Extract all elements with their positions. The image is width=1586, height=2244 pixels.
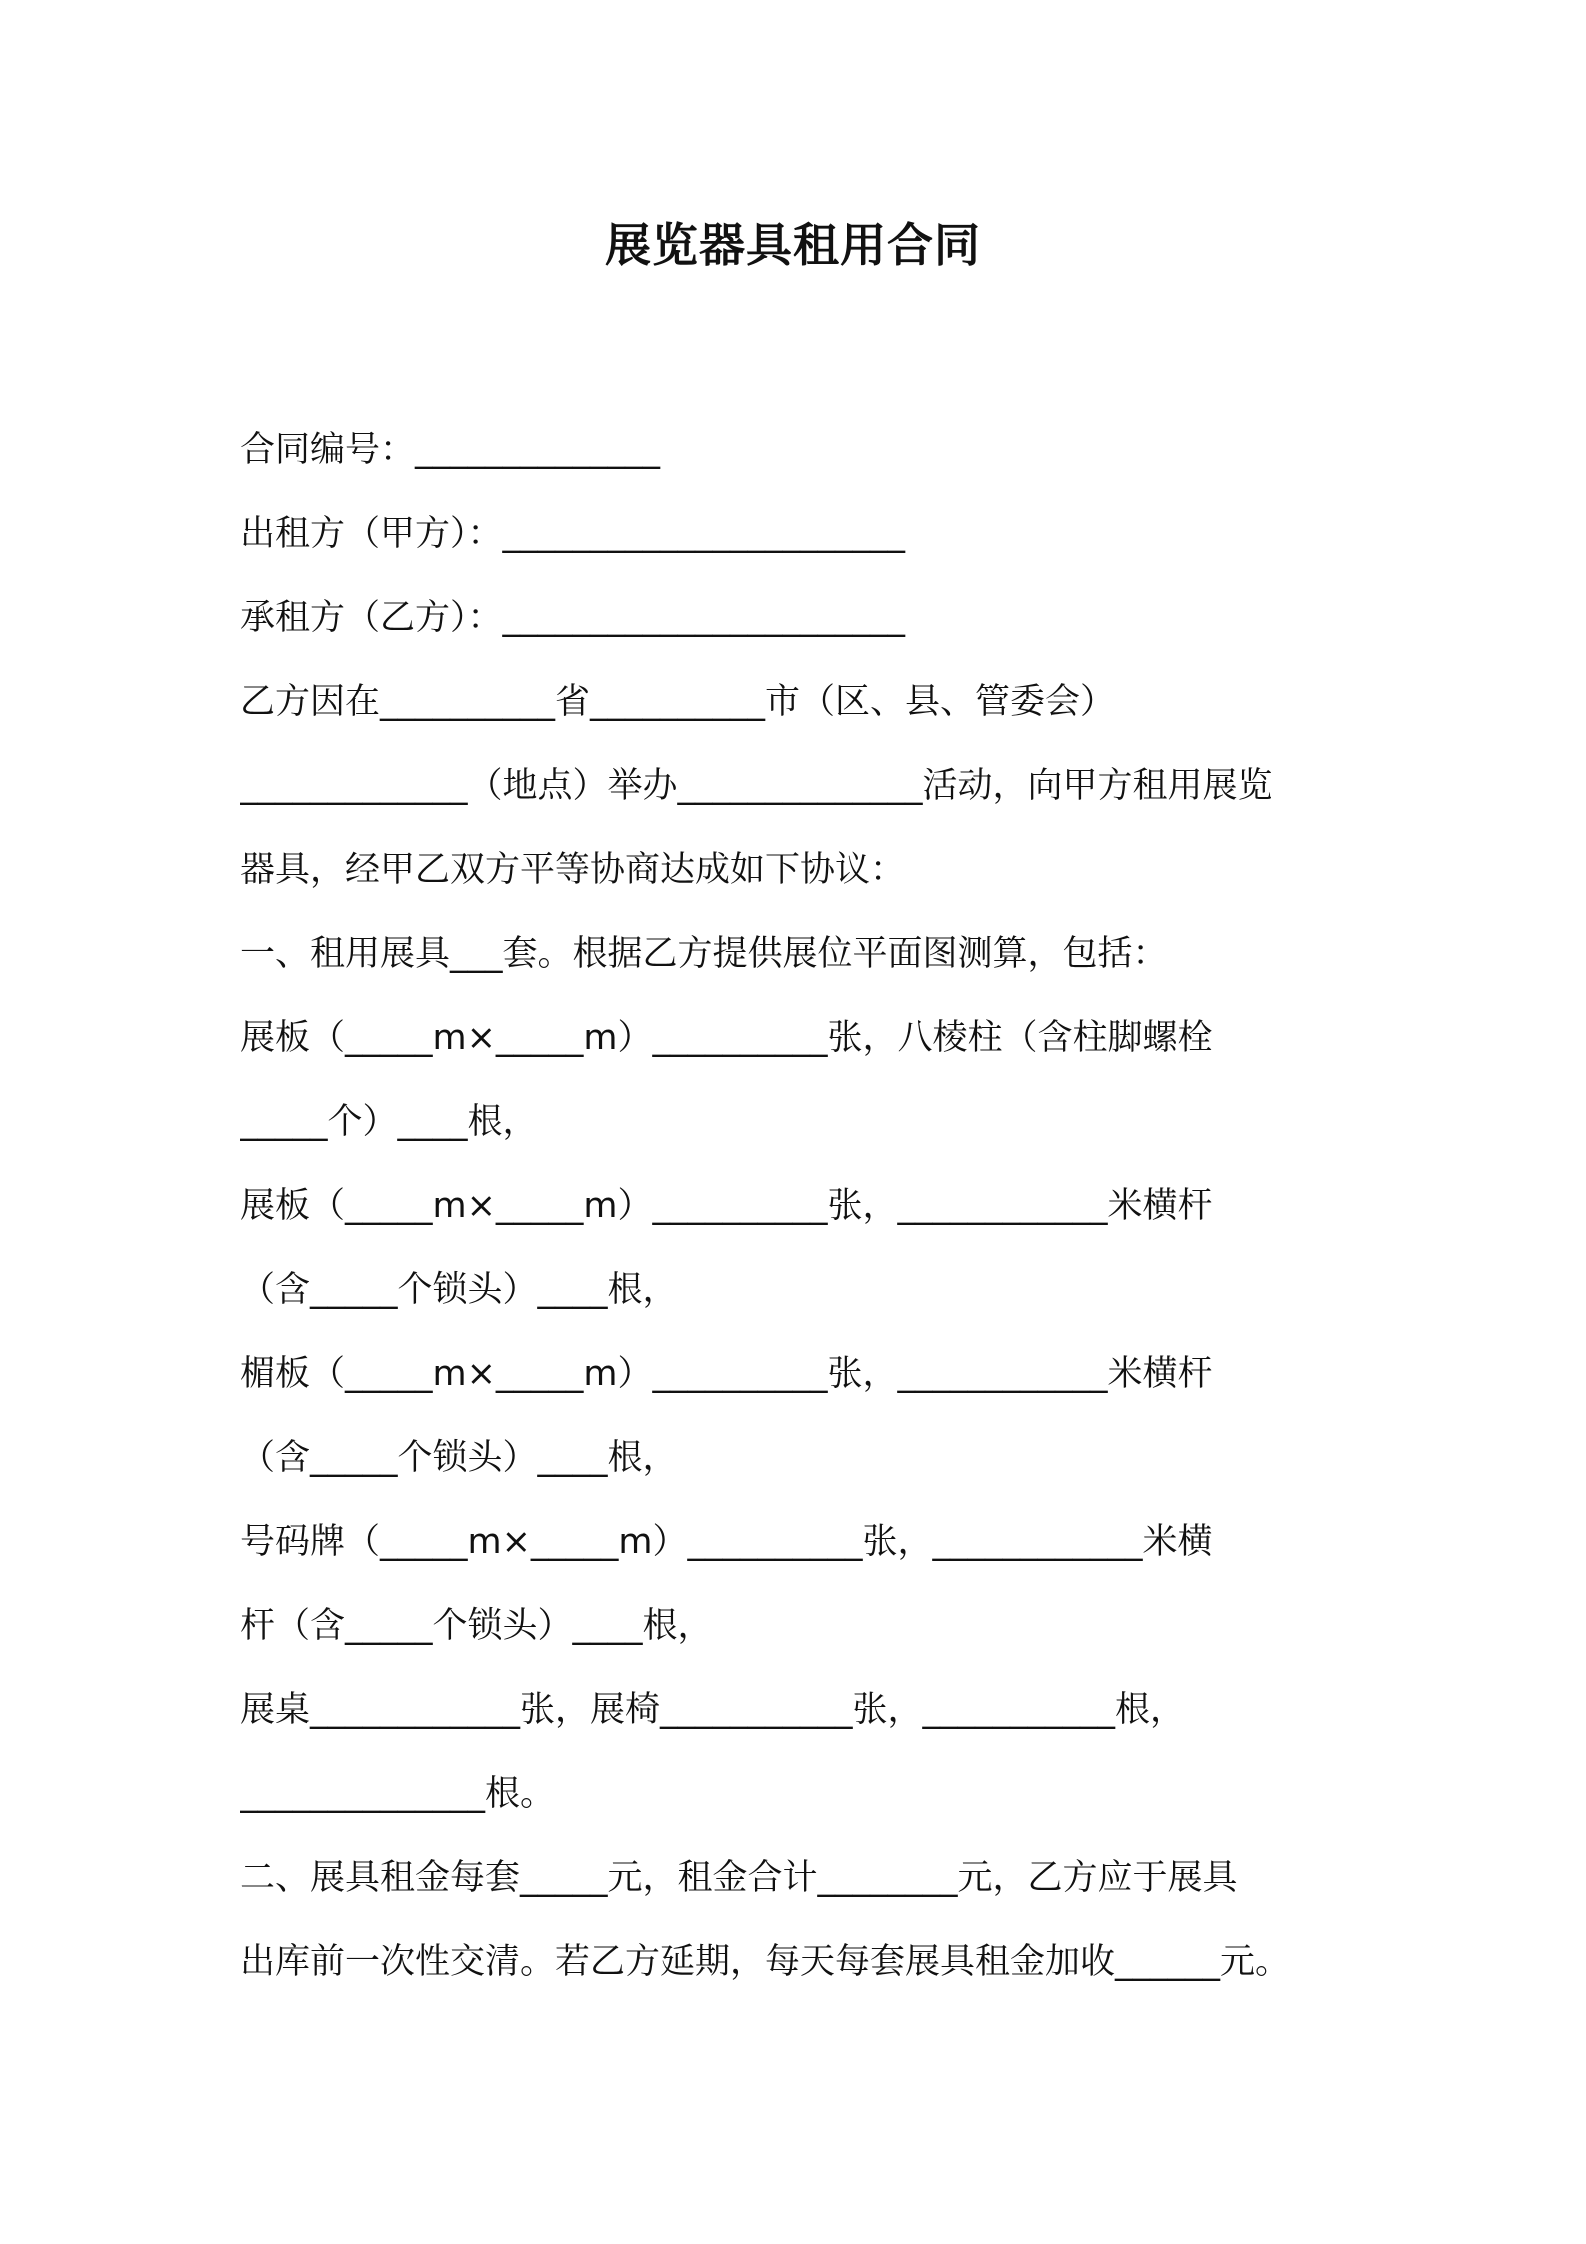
- document-title: 展览器具租用合同: [605, 218, 981, 272]
- document-body: [240, 408, 1370, 2004]
- preamble-line-2: _____________（地点）举办______________活动，向甲方租用展览: [240, 766, 1273, 806]
- preamble-line-1: 乙方因在__________省__________市（区、县、管委会）: [240, 682, 1116, 722]
- clause-1-item-2b: （含_____个锁头）____根，: [240, 1270, 678, 1310]
- clause-2-line-2: 出库前一次性交清。若乙方延期，每天每套展具租金加收______元。: [240, 1942, 1291, 1982]
- clause-1-item-5a: 展桌____________张，展椅___________张，___________根，: [240, 1690, 1186, 1730]
- clause-1-item-4b: 杆（含_____个锁头）____根，: [240, 1606, 713, 1646]
- clause-1-item-5b: ______________根。: [240, 1774, 556, 1814]
- preamble-line-3: 器具，经甲乙双方平等协商达成如下协议：: [240, 850, 906, 890]
- clause-2-line-1: 二、展具租金每套_____元，租金合计________元，乙方应于展具: [240, 1858, 1238, 1898]
- clause-1-item-1b: _____个）____根，: [240, 1102, 538, 1142]
- clause-1-item-3b: （含_____个锁头）____根，: [240, 1438, 678, 1478]
- lessee-line: 承租方（乙方）：_______________________: [240, 598, 906, 638]
- lessor-line: 出租方（甲方）：_______________________: [240, 514, 906, 554]
- contract-number-line: 合同编号：______________: [240, 430, 661, 470]
- clause-1-item-4a: 号码牌（_____m×_____m）__________张，____________米横: [240, 1522, 1213, 1562]
- clause-1-item-3a: 楣板（_____m×_____m）__________张，____________米横杆: [240, 1354, 1213, 1394]
- clause-1-item-2a: 展板（_____m×_____m）__________张，____________米横杆: [240, 1186, 1213, 1226]
- clause-1-heading: 一、租用展具___套。根据乙方提供展位平面图测算，包括：: [240, 934, 1168, 974]
- clause-1-item-1a: 展板（_____m×_____m）__________张，八棱柱（含柱脚螺栓: [240, 1018, 1213, 1058]
